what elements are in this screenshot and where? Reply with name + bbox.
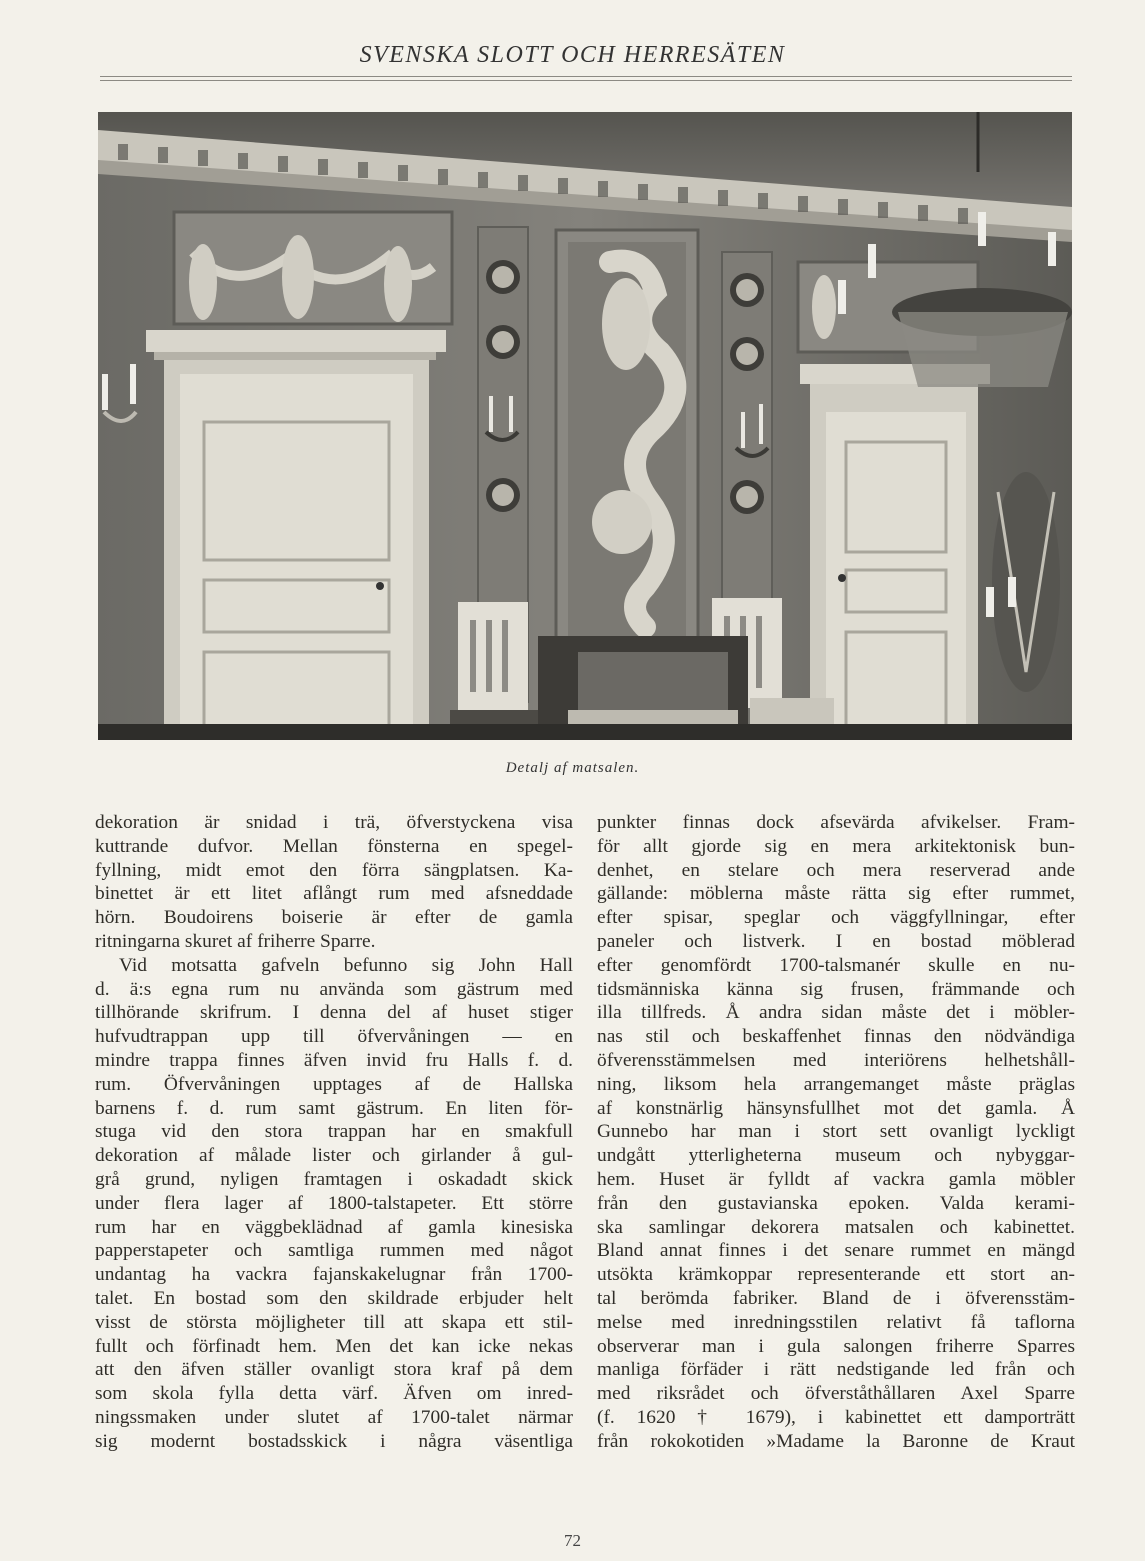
text-line: under flera lager af 1800-talstapeter. Ett större (95, 1192, 573, 1214)
text-line: Bland annat finnes i det senare rummet en mängd (597, 1240, 1075, 1262)
text-line: visst de största möjligheter till att skapa ett stil- (95, 1311, 573, 1333)
text-line: melse med inredningsstilen relativt få taflorna (597, 1311, 1075, 1333)
text-line: dekoration af målade lister och girlander å gul- (95, 1145, 573, 1167)
text-line: efter genomfördt 1700-talsmanér skulle en nu- (597, 954, 1075, 976)
text-line: Vid motsatta gafveln befunno sig John Hall (119, 954, 573, 976)
text-line: punkter finnas dock afsevärda afvikelser. Fram- (597, 812, 1075, 833)
text-line: som skola fylla detta värf. Äfven om inred- (95, 1383, 573, 1405)
text-line: illa tillfreds. Å andra sidan måste det i möbler- (597, 1002, 1075, 1024)
text-line: manliga förfäder i rätt nedstigande led från och (597, 1359, 1075, 1381)
text-line: undgått ytterligheterna museum och nybyggar- (597, 1145, 1075, 1167)
text-line: rum. Öfvervåningen upptages af de Hallska (95, 1073, 573, 1095)
text-line: talet. En bostad som den skildrade erbjuder helt (95, 1287, 573, 1309)
text-line: för allt gjorde sig en mera arkitektonisk bun- (597, 835, 1075, 857)
dining-room-illustration (98, 112, 1072, 740)
text-line: ska samlingar dekorera matsalen och kabinettet. (597, 1216, 1075, 1238)
text-line: tillhörande skrifrum. I denna del af huset stiger (95, 1002, 573, 1024)
figure-caption: Detalj af matsalen. (505, 760, 640, 776)
page-number: 72 (564, 1531, 581, 1550)
body-text-left-column (95, 811, 573, 1454)
text-line: tal berömda fabriker. Bland de i öfverensstäm- (597, 1287, 1075, 1309)
text-line: binettet är ett litet aflångt rum med afsneddade (95, 883, 573, 905)
text-line: barnens f. d. rum samt gästrum. En liten för- (95, 1097, 573, 1119)
text-line: från den gustavianska epoken. Valda kerami- (597, 1192, 1075, 1214)
text-line: gällande: möblerna måste rätta sig efter rummet, (597, 883, 1075, 905)
photo-plate-dining-room (98, 112, 1072, 740)
text-line: papperstapeter och samtliga rummen med något (95, 1240, 573, 1262)
text-line: rum har en väggbeklädnad af gamla kinesiska (95, 1216, 573, 1238)
header-rule-bottom (100, 80, 1072, 81)
text-line: (f. 1620 † 1679), i kabinettet ett damporträtt (597, 1406, 1075, 1428)
text-line: observerar man i gula salongen friherre Sparres (597, 1335, 1075, 1357)
text-line: Gunnebo har man i stort sett ovanligt lyckligt (597, 1121, 1075, 1143)
text-line: nas stil och beskaffenhet finnas den nödvändiga (597, 1026, 1075, 1048)
text-line: fullt och förfinadt hem. Men det kan icke nekas (95, 1335, 573, 1357)
text-line: tidsmänniska känna sig frusen, främmande och (597, 978, 1075, 1000)
text-line: paneler och listverk. I en bostad möblerad (597, 930, 1075, 952)
text-line: d. ä:s egna rum nu använda som gästrum med (95, 978, 573, 1000)
text-line: undantag ha vackra fajanskakelugnar från 1700- (95, 1264, 573, 1286)
text-line: utsökta krämkoppar representerande ett stort an- (597, 1264, 1075, 1286)
text-line: stuga vid den stora trappan har en smakfull (95, 1121, 573, 1143)
text-line: hufvudtrappan upp till öfvervåningen — en (95, 1026, 573, 1048)
text-line: ning, liksom hela arrangemanget måste präglas (597, 1073, 1075, 1095)
text-line: grå grund, nyligen framtagen i oskadadt skick (95, 1168, 573, 1190)
text-line: efter spisar, speglar och väggfyllningar, efter (597, 907, 1075, 929)
text-line: ritningarna skuret af friherre Sparre. (95, 930, 376, 952)
text-line: hörn. Boudoirens boiserie är efter de gamla (95, 907, 573, 929)
text-line: med riksrådet och öfverståthållaren Axel Sparre (597, 1383, 1075, 1405)
text-line: fyllning, midt emot den förra sängplatsen. Ka- (95, 859, 573, 881)
text-line: sig modernt bostadsskick i några väsentliga (95, 1430, 573, 1452)
text-line: hem. Huset är fylldt af vackra gamla möbler (597, 1168, 1075, 1190)
text-line: öfverensstämmelsen med interiörens helhetshåll- (597, 1049, 1075, 1071)
text-line: dekoration är snidad i trä, öfverstyckena visa (95, 812, 573, 833)
body-text-right-column (597, 811, 1075, 1454)
running-title: SVENSKA SLOTT OCH HERRESÄTEN (359, 42, 786, 68)
text-line: denhet, en stelare och mera reserverad ande (597, 859, 1075, 881)
text-line: kuttrande dufvor. Mellan fönsterna en spegel- (95, 835, 573, 857)
text-line: af konstnärlig hänsynsfullhet mot det gamla. Å (597, 1097, 1075, 1119)
text-line: ningssmaken under slutet af 1700-talet närmar (95, 1406, 573, 1428)
text-line: från rokokotiden »Madame la Baronne de Kraut (597, 1430, 1075, 1452)
header-rule-top (100, 76, 1072, 77)
text-line: att den äfven ställer ovanligt stora kraf på dem (95, 1359, 573, 1381)
text-line: mindre trappa finnes äfven invid fru Halls f. d. (95, 1049, 573, 1071)
